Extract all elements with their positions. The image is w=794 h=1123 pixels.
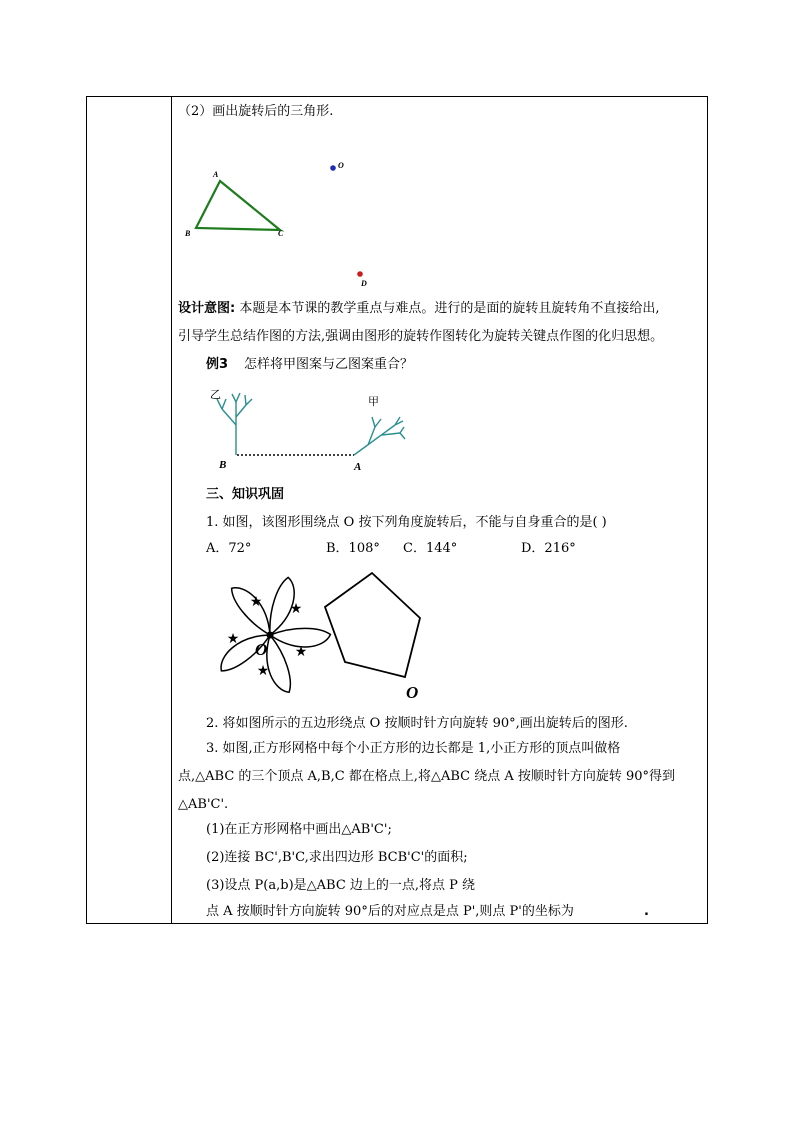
section3-title: 三、知识巩固 — [206, 487, 285, 502]
part2-title: （2）画出旋转后的三角形. — [178, 104, 334, 119]
q3-line1: 3. 如图,正方形网格中每个小正方形的边长都是 1,小正方形的顶点叫做格 — [206, 741, 621, 756]
q3-line3: △AB'C'. — [178, 797, 229, 812]
point-d — [357, 271, 363, 277]
q3-end-mark: . — [644, 904, 649, 919]
triangle-abc — [196, 181, 280, 230]
triangle-label-o: O — [338, 161, 344, 170]
design-intent-line1: 设计意图: 本题是本节课的教学重点与难点。进行的是面的旋转且旋转角不直接给出, — [178, 301, 660, 316]
q3-sub2: (2)连接 BC',B'C,求出四边形 BCB'C'的面积; — [206, 850, 468, 865]
star-icon: ★ — [294, 645, 308, 660]
star-icon: ★ — [256, 664, 270, 679]
tree-label-b: B — [219, 459, 227, 471]
triangle-figure — [180, 155, 380, 290]
q2-text: 2. 将如图所示的五边形绕点 O 按顺时针方向旋转 90°,画出旋转后的图形. — [206, 716, 628, 731]
flower-pentagon-figure — [200, 565, 440, 705]
flower-center — [267, 632, 274, 639]
q3-line2: 点,△ABC 的三个顶点 A,B,C 都在格点上,将△ABC 绕点 A 按顺时针方向旋转 90°得到 — [178, 769, 676, 784]
q3-sub3: (3)设点 P(a,b)是△ABC 边上的一点,将点 P 绕 — [206, 878, 476, 893]
q1-option-a: A．72° — [206, 541, 252, 556]
tree-figure — [200, 385, 420, 475]
example3-label: 例3 — [206, 357, 229, 372]
star-icon: ★ — [249, 595, 263, 610]
table-column-divider — [171, 96, 172, 924]
q1-text: 1. 如图，该图形围绕点 O 按下列角度旋转后，不能与自身重合的是( ) — [206, 515, 607, 530]
point-o — [330, 165, 336, 171]
pentagon — [325, 573, 420, 677]
star-icon: ★ — [289, 602, 303, 617]
triangle-label-b: B — [185, 229, 191, 238]
q1-option-c: C．144° — [403, 541, 458, 556]
triangle-label-d: D — [361, 279, 367, 288]
flower-label-o: O — [255, 640, 268, 659]
q1-option-d: D．216° — [521, 541, 576, 556]
design-intent-line2: 引导学生总结作图的方法,强调由图形的旋转作图转化为旋转关键点作图的化归思想。 — [178, 329, 664, 344]
design-intent-label: 设计意图: — [178, 301, 236, 316]
triangle-label-a: A — [213, 170, 219, 179]
q3-sub3b: 点 A 按顺时针方向旋转 90°后的对应点是点 P',则点 P'的坐标为 — [206, 904, 574, 919]
tree-label-a: A — [354, 461, 362, 473]
q3-sub1: (1)在正方形网格中画出△AB'C'; — [206, 822, 392, 837]
tree-label-jia: 甲 — [368, 396, 379, 408]
tree-label-yi: 乙 — [210, 389, 221, 401]
example3-question: 怎样将甲图案与乙图案重合？ — [244, 357, 414, 372]
triangle-label-c: C — [278, 229, 284, 238]
star-icon: ★ — [226, 632, 240, 647]
example3-line — [206, 357, 413, 373]
q1-option-b: B．108° — [326, 541, 380, 556]
pentagon-label-o: O — [406, 683, 419, 702]
